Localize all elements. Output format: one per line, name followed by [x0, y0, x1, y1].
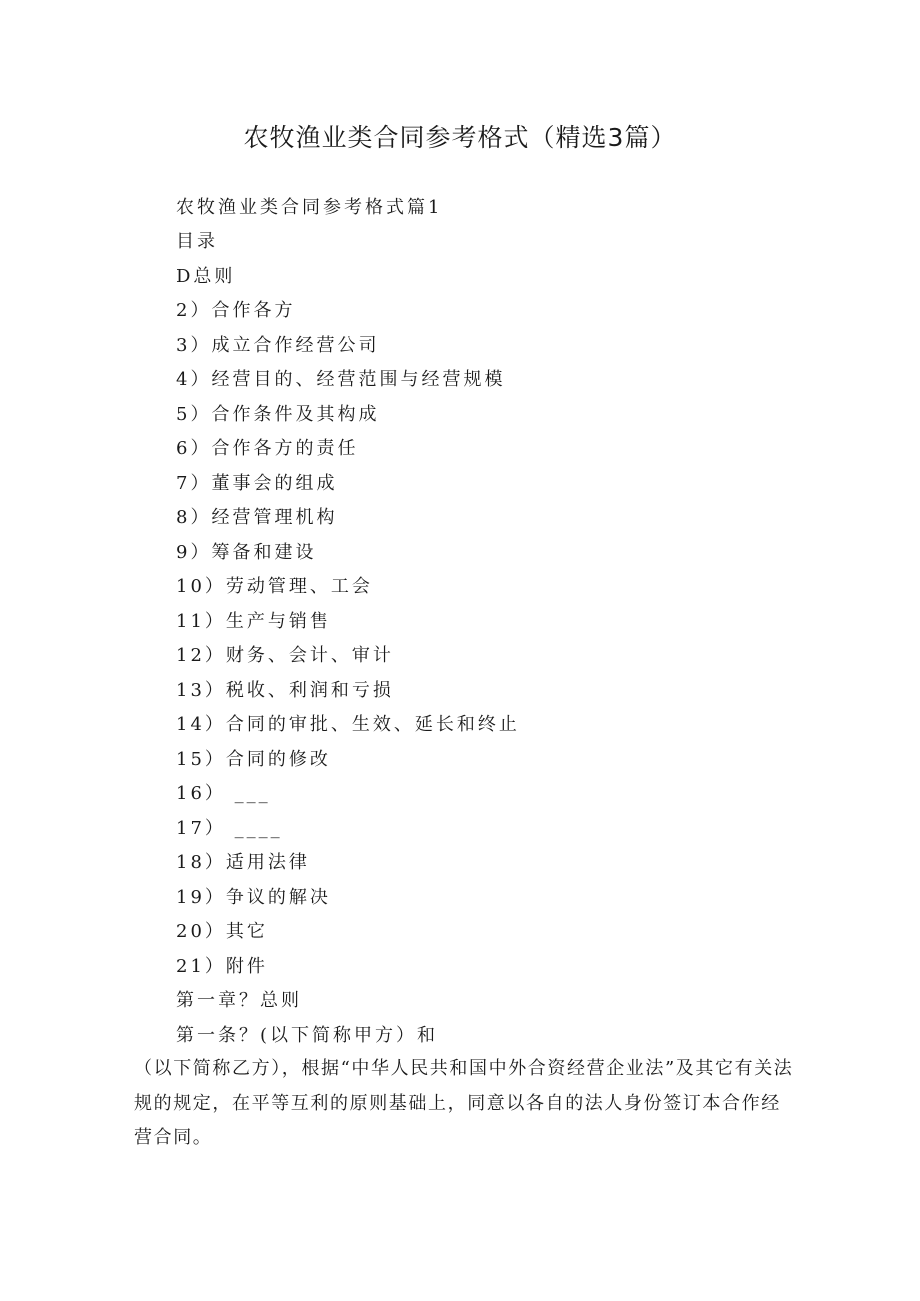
toc-item: 11）生产与销售	[176, 611, 331, 632]
toc-item: 21）附件	[176, 956, 268, 977]
toc-item: 10）劳动管理、工会	[176, 576, 373, 597]
toc-item: 17） ____	[176, 818, 283, 839]
section-heading: 农牧渔业类合同参考格式篇1	[176, 197, 443, 218]
toc-item: 13）税收、利润和亏损	[176, 680, 394, 701]
toc-heading: 目录	[176, 231, 218, 252]
toc-item: 7）董事会的组成	[176, 473, 338, 494]
toc-item: 15）合同的修改	[176, 749, 331, 770]
article-intro: 第一条？(以下简称甲方）和	[176, 1025, 439, 1046]
article-body: （以下简称乙方），根据“中华人民共和国中外合资经营企业法”及其它有关法规的规定，在平等互利的原则基础上，同意以各自的法人身份签订本合作经营合同。	[134, 1058, 794, 1149]
toc-item: D总则	[176, 266, 236, 287]
document-title: 农牧渔业类合同参考格式（精选3篇）	[243, 123, 677, 152]
toc-item: 14）合同的审批、生效、延长和终止	[176, 714, 520, 735]
toc-item: 5）合作条件及其构成	[176, 404, 380, 425]
toc-item: 8）经营管理机构	[176, 507, 338, 528]
toc-item: 9）筹备和建设	[176, 542, 317, 563]
toc-item: 19）争议的解决	[176, 887, 331, 908]
toc-item: 18）适用法律	[176, 852, 310, 873]
toc-item: 3）成立合作经营公司	[176, 335, 380, 356]
toc-item: 6）合作各方的责任	[176, 438, 359, 459]
toc-item: 4）经营目的、经营范围与经营规模	[176, 369, 506, 390]
toc-item: 12）财务、会计、审计	[176, 645, 394, 666]
toc-item: 20）其它	[176, 921, 268, 942]
toc-item: 16） ___	[176, 783, 271, 804]
chapter-heading: 第一章？总则	[176, 990, 302, 1011]
toc-item: 2）合作各方	[176, 300, 296, 321]
